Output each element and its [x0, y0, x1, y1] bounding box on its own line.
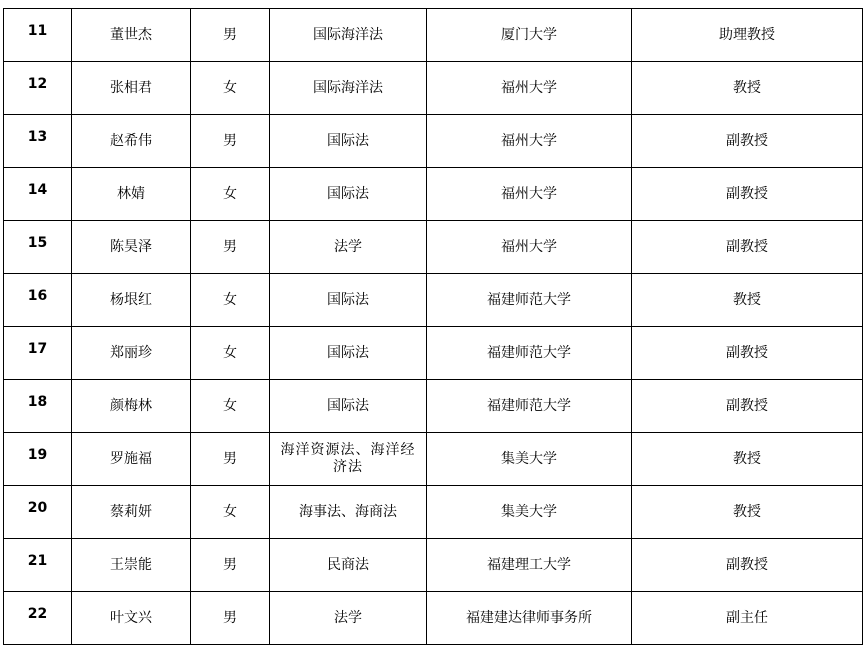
row-number: 20: [4, 486, 72, 539]
row-number: 12: [4, 62, 72, 115]
row-number: 16: [4, 274, 72, 327]
person-name: 林婧: [72, 168, 191, 221]
institution: 福建建达律师事务所: [427, 592, 632, 645]
person-name: 罗施福: [72, 433, 191, 486]
academic-title: 教授: [632, 62, 863, 115]
table-row: [4, 168, 863, 221]
academic-title: 副教授: [632, 327, 863, 380]
person-name: 赵希伟: [72, 115, 191, 168]
person-name: 张相君: [72, 62, 191, 115]
gender: 男: [191, 539, 270, 592]
research-field: 海事法、海商法: [270, 486, 427, 539]
table-row: [4, 592, 863, 645]
table-row: [4, 115, 863, 168]
research-field: 海洋资源法、海洋经济法: [270, 433, 427, 486]
institution: 福州大学: [427, 221, 632, 274]
academic-title: 副教授: [632, 539, 863, 592]
person-name: 陈昊泽: [72, 221, 191, 274]
table-row: [4, 9, 863, 62]
institution: 集美大学: [427, 433, 632, 486]
table-row: [4, 274, 863, 327]
academic-title: 副教授: [632, 115, 863, 168]
row-number: 14: [4, 168, 72, 221]
research-field: 法学: [270, 221, 427, 274]
research-field: 国际法: [270, 115, 427, 168]
row-number: 22: [4, 592, 72, 645]
institution: 福州大学: [427, 115, 632, 168]
academic-title: 教授: [632, 433, 863, 486]
gender: 男: [191, 433, 270, 486]
gender: 男: [191, 592, 270, 645]
table-row: [4, 221, 863, 274]
academic-title: 助理教授: [632, 9, 863, 62]
research-field: 国际海洋法: [270, 62, 427, 115]
gender: 男: [191, 115, 270, 168]
gender: 男: [191, 9, 270, 62]
institution: 福州大学: [427, 168, 632, 221]
row-number: 17: [4, 327, 72, 380]
academic-title: 教授: [632, 274, 863, 327]
table-row: [4, 327, 863, 380]
institution: 福建师范大学: [427, 327, 632, 380]
research-field: 国际法: [270, 380, 427, 433]
row-number: 13: [4, 115, 72, 168]
academic-title: 副教授: [632, 221, 863, 274]
institution: 厦门大学: [427, 9, 632, 62]
row-number: 11: [4, 9, 72, 62]
roster-table: [3, 8, 863, 645]
research-field: 国际法: [270, 274, 427, 327]
institution: 福建师范大学: [427, 380, 632, 433]
academic-title: 副教授: [632, 380, 863, 433]
research-field: 法学: [270, 592, 427, 645]
person-name: 颜梅林: [72, 380, 191, 433]
academic-title: 副教授: [632, 168, 863, 221]
research-field: 国际海洋法: [270, 9, 427, 62]
gender: 女: [191, 327, 270, 380]
gender: 男: [191, 221, 270, 274]
gender: 女: [191, 62, 270, 115]
gender: 女: [191, 486, 270, 539]
academic-title: 副主任: [632, 592, 863, 645]
research-field: 国际法: [270, 327, 427, 380]
person-name: 杨垠红: [72, 274, 191, 327]
gender: 女: [191, 274, 270, 327]
person-name: 郑丽珍: [72, 327, 191, 380]
table-row: [4, 62, 863, 115]
institution: 福建理工大学: [427, 539, 632, 592]
table-row: [4, 380, 863, 433]
gender: 女: [191, 380, 270, 433]
table-row: [4, 433, 863, 486]
institution: 福州大学: [427, 62, 632, 115]
person-name: 董世杰: [72, 9, 191, 62]
row-number: 21: [4, 539, 72, 592]
person-name: 叶文兴: [72, 592, 191, 645]
research-field: 民商法: [270, 539, 427, 592]
table-row: [4, 539, 863, 592]
gender: 女: [191, 168, 270, 221]
institution: 福建师范大学: [427, 274, 632, 327]
person-name: 蔡莉妍: [72, 486, 191, 539]
academic-title: 教授: [632, 486, 863, 539]
table-row: [4, 486, 863, 539]
row-number: 18: [4, 380, 72, 433]
row-number: 19: [4, 433, 72, 486]
institution: 集美大学: [427, 486, 632, 539]
row-number: 15: [4, 221, 72, 274]
person-name: 王崇能: [72, 539, 191, 592]
research-field: 国际法: [270, 168, 427, 221]
